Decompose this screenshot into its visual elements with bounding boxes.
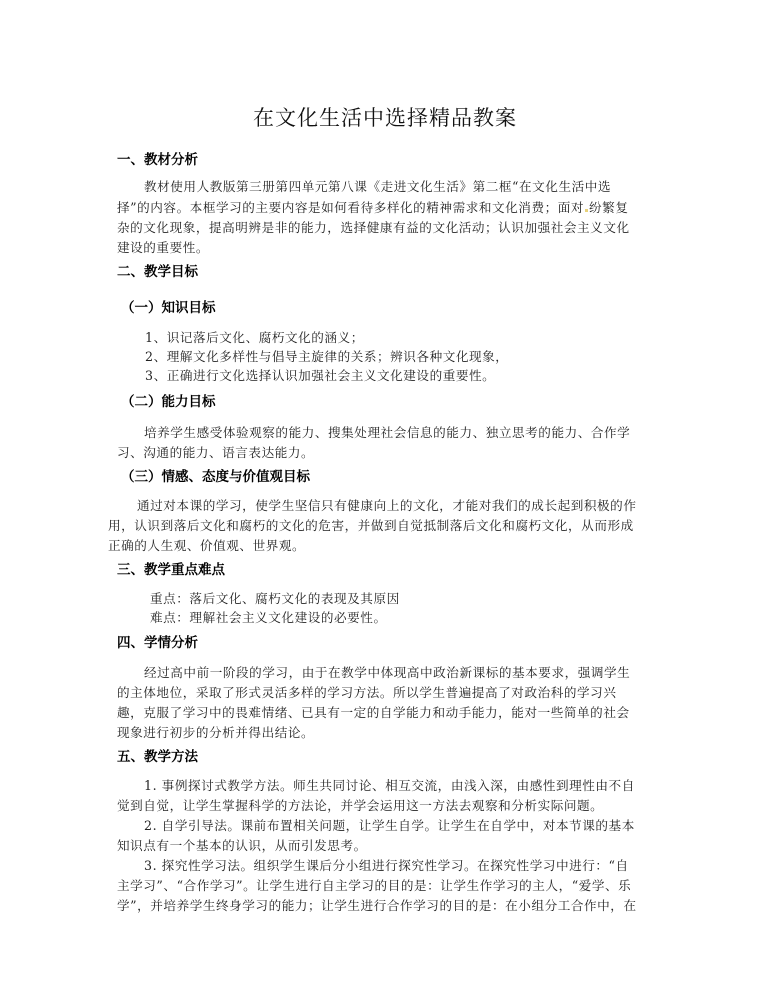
paragraph-line: 3. 探究性学习法。组织学生课后分小组进行探究性学习。在探究性学习中进行：“自 bbox=[144, 858, 629, 873]
paragraph-line: 重点：落后文化、腐朽文化的表现及其原因 bbox=[150, 591, 400, 606]
paragraph-line: 培养学生感受体验观察的能力、搜集处理社会信息的能力、独立思考的能力、合作学 bbox=[144, 425, 631, 440]
paragraph-line: 学”，并培养学生终身学习的能力；让学生进行合作学习的目的是：在小组分工合作中，在 bbox=[117, 898, 637, 913]
paragraph-line: 教材使用人教版第三册第四单元第八课《走进文化生活》第二框“在文化生活中选 bbox=[144, 179, 612, 194]
paragraph-line: 知识点有一个基本的认识，从而引发思考。 bbox=[117, 838, 367, 853]
paragraph-line bbox=[117, 199, 628, 217]
paragraph-line: 趣，克服了学习中的畏难情绪、已具有一定的自学能力和动手能力，能对一些简单的社会 bbox=[117, 705, 630, 720]
paragraph-line: 通过对本课的学习，使学生坚信只有健康向上的文化，才能对我们的成长起到积极的作 bbox=[137, 498, 637, 513]
document-title: 在文化生活中选择精品教案 bbox=[253, 106, 517, 130]
section-heading-teaching-methods: 五、教学方法 bbox=[117, 749, 198, 765]
paragraph-line: 觉到自觉，让学生掌握科学的方法论，并学会运用这一方法去观察和分析实际问题。 bbox=[117, 798, 604, 813]
paragraph-line: 杂的文化现象，提高明辨是非的能力，选择健康有益的文化活动；认识加强社会主义文化 bbox=[117, 220, 630, 235]
paragraph-line: 2. 自学引导法。课前布置相关问题，让学生自学。让学生在自学中，对本节课的基本 bbox=[144, 818, 635, 833]
paragraph-line: 正确的人生观、价值观、世界观。 bbox=[108, 538, 306, 553]
paragraph-line: 的主体地位，采取了形式灵活多样的学习方法。所以学生普遍提高了对政治科的学习兴 bbox=[117, 685, 617, 700]
section-heading-key-points: 三、教学重点难点 bbox=[117, 562, 225, 578]
line-text: 纷繁复 bbox=[589, 200, 629, 215]
section-heading-teaching-goals: 二、教学目标 bbox=[117, 264, 198, 280]
paragraph-line: 现象进行初步的分析并得出结论。 bbox=[117, 725, 315, 740]
paragraph-line: 建设的重要性。 bbox=[117, 240, 210, 255]
list-item: 1、识记落后文化、腐朽文化的涵义； bbox=[145, 330, 364, 345]
paragraph-line: 经过高中前一阶段的学习，由于在教学中体现高中政治新课标的基本要求，强调学生 bbox=[144, 665, 631, 680]
subsection-heading-emotion-goals: （三）情感、态度与价值观目标 bbox=[121, 469, 310, 485]
paragraph-line: 主学习”、“合作学习”。让学生进行自主学习的目的是：让学生作学习的主人，“爱学、乐 bbox=[117, 878, 632, 893]
paragraph-line: 用，认识到落后文化和腐朽的文化的危害，并做到自觉抵制落后文化和腐朽文化，从而形成 bbox=[108, 518, 634, 533]
list-item: 2、理解文化多样性与倡导主旋律的关系；辨识各种文化现象， bbox=[145, 349, 509, 364]
highlight-mark bbox=[585, 209, 588, 212]
line-text: 择”的内容。本框学习的主要内容是如何看待多样化的精神需求和文化消费；面对 bbox=[117, 200, 585, 215]
paragraph-line: 难点：理解社会主义文化建设的必要性。 bbox=[150, 610, 387, 625]
list-item: 3、正确进行文化选择认识加强社会主义文化建设的重要性。 bbox=[145, 368, 496, 383]
paragraph-line: 1. 事例探讨式教学方法。师生共同讨论、相互交流，由浅入深，由感性到理性由不自 bbox=[144, 778, 635, 793]
paragraph-line: 习、沟通的能力、语言表达能力。 bbox=[117, 445, 315, 460]
subsection-heading-ability-goals: （二）能力目标 bbox=[121, 394, 216, 410]
subsection-heading-knowledge-goals: （一）知识目标 bbox=[121, 300, 216, 316]
section-heading-textbook-analysis: 一、教材分析 bbox=[117, 152, 198, 168]
section-heading-student-analysis: 四、学情分析 bbox=[117, 635, 198, 651]
